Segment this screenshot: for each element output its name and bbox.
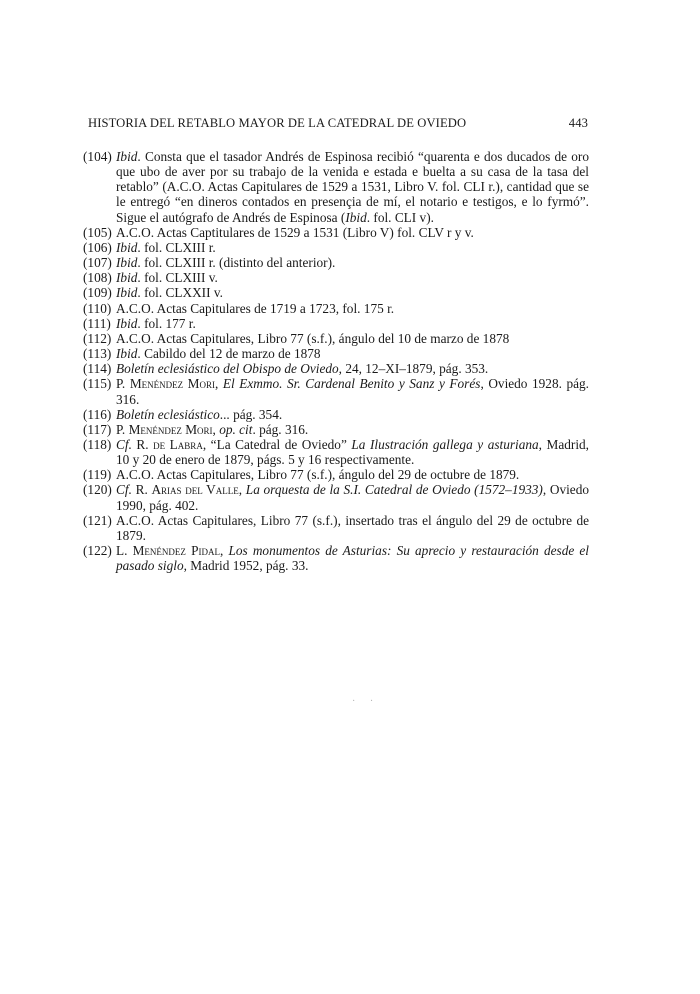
footnote-number: (112) xyxy=(83,330,112,346)
footnote-text: . pág. 316. xyxy=(252,421,309,437)
footnote xyxy=(83,346,589,361)
author-name: Menéndez Pidal xyxy=(132,543,220,559)
footnote-number: (113) xyxy=(83,346,112,362)
italic-title: La orquesta de la S.I. Catedral de Oviedo (1572–1933) xyxy=(245,482,543,498)
footnote-number: (116) xyxy=(83,406,112,422)
footnote-text: . fol. CLXIII r. xyxy=(137,239,216,255)
footnote-text: , Madrid 1952, pág. 33. xyxy=(183,558,309,574)
author-name: Menéndez Mori xyxy=(128,421,213,437)
running-header xyxy=(88,116,588,131)
footnote-text: , 24, 12–XI–1879, pág. 353. xyxy=(338,361,489,377)
footnote xyxy=(83,285,589,300)
footnote xyxy=(83,482,589,512)
footnote-number: (108) xyxy=(83,270,112,286)
footnote xyxy=(83,301,589,316)
footnote-text: . fol. CLXXII v. xyxy=(137,285,223,301)
footnote-text: , xyxy=(212,421,220,437)
footnote xyxy=(83,225,589,240)
author-name: Menéndez Mori xyxy=(129,376,216,392)
footnote xyxy=(83,361,589,376)
footnote-text: A.C.O. Actas Capitulares, Libro 77 (s.f.), ángulo del 10 de marzo de 1878 xyxy=(116,330,510,346)
footnote xyxy=(83,407,589,422)
italic-title: Cf. xyxy=(116,436,132,452)
footnote-number: (107) xyxy=(83,255,112,271)
footnote-text: , Oviedo 1990, pág. 402. xyxy=(116,482,590,513)
footnote-text: , “La Catedral de Oviedo” xyxy=(202,436,352,452)
italic-title: Los monumentos de Asturias: Su aprecio y restauración desde el pasado siglo xyxy=(116,543,589,574)
footnote-number: (109) xyxy=(83,285,112,301)
italic-title: op. cit xyxy=(219,421,253,437)
footnote-text: , Oviedo 1928. pág. 316. xyxy=(116,376,590,407)
footnote-text: , xyxy=(238,482,246,498)
author-name: Arias del Valle xyxy=(151,482,239,498)
footnote-text: . fol. CLXIII v. xyxy=(137,270,218,286)
footnote-text: R. xyxy=(131,482,152,498)
footnote-number: (122) xyxy=(83,543,112,559)
italic-title: Ibid xyxy=(116,346,138,362)
footnote-number: (111) xyxy=(83,315,111,331)
scan-speckles: · · xyxy=(352,696,380,707)
footnote-text: , xyxy=(215,376,223,392)
footnote-text: P. xyxy=(116,421,129,437)
footnote xyxy=(83,316,589,331)
footnote xyxy=(83,422,589,437)
italic-title: Ibid xyxy=(116,270,138,286)
footnote-text: A.C.O. Actas Capitulares, Libro 77 (s.f.), ángulo del 29 de octubre de 1879. xyxy=(116,467,520,483)
footnote-text: L. xyxy=(116,543,133,559)
footnote-text: A.C.O. Actas Capitulares, Libro 77 (s.f.), insertado tras el ángulo del 29 de octubre de 1879. xyxy=(116,512,589,543)
footnote xyxy=(83,255,589,270)
running-title: HISTORIA DEL RETABLO MAYOR DE LA CATEDRAL DE OVIEDO xyxy=(88,116,467,130)
footnote-number: (105) xyxy=(83,224,112,240)
footnote xyxy=(83,270,589,285)
footnote xyxy=(83,467,589,482)
footnote-text: . Cabildo del 12 de marzo de 1878 xyxy=(137,346,321,362)
italic-title: Ibid xyxy=(116,255,138,271)
footnotes-list xyxy=(83,149,589,573)
footnote-number: (104) xyxy=(83,149,112,164)
footnote xyxy=(83,331,589,346)
italic-title: Cf. xyxy=(116,482,132,498)
footnote-number: (110) xyxy=(83,300,112,316)
footnote xyxy=(83,513,589,543)
footnote-text: , xyxy=(219,543,229,559)
italic-title: El Exmmo. Sr. Cardenal Benito y Sanz y Forés xyxy=(222,376,481,392)
footnote-text: . Consta que el tasador Andrés de Espinosa recibió “quarenta e dos ducados de oro que ubo de aver por su trabajo de la venida e estada e buelta a su casa de la tasa del retablo” (A.C.O. Actas Capitulares de 1529 a 1531, Libro V. fol. CLI r.), cantidad que se le entregó “en dineros contados en presençia de mí, el notario e testigos, e lo fyrmó”. Sigue el autógrafo de Andrés de Espinosa ( xyxy=(116,149,589,225)
footnote xyxy=(83,149,589,225)
footnote-number: (119) xyxy=(83,467,112,483)
footnote-number: (121) xyxy=(83,512,112,528)
footnote-text: , Madrid, 10 y 20 de enero de 1879, págs. 5 y 16 respectivamente. xyxy=(116,436,589,468)
italic-title: Boletín eclesiástico del Obispo de Oviedo xyxy=(116,361,339,377)
italic-title: Ibid xyxy=(116,285,138,301)
footnote-text: . fol. CLXIII r. (distinto del anterior). xyxy=(137,255,336,271)
author-name: de Labra xyxy=(153,436,203,452)
footnote-number: (115) xyxy=(83,376,112,392)
footnote xyxy=(83,240,589,255)
italic-title: Ibid xyxy=(116,149,138,164)
footnote-number: (114) xyxy=(83,361,112,377)
page-number: 443 xyxy=(568,116,588,130)
footnote-text: A.C.O. Actas Captitulares de 1529 a 1531 (Libro V) fol. CLV r y v. xyxy=(116,224,474,240)
footnote xyxy=(83,543,589,573)
footnote-number: (120) xyxy=(83,482,112,498)
footnote-text: P. xyxy=(116,376,130,392)
footnote-text: ... pág. 354. xyxy=(219,406,283,422)
footnote-number: (106) xyxy=(83,239,112,255)
italic-title: La Ilustración gallega y asturiana xyxy=(351,436,539,452)
italic-title: Ibid xyxy=(116,315,138,331)
footnote-text: . fol. CLI v). xyxy=(366,209,434,225)
footnote-text: R. xyxy=(131,436,154,452)
italic-title: Ibid xyxy=(345,209,367,225)
footnote xyxy=(83,437,589,467)
footnote xyxy=(83,376,589,406)
footnote-number: (117) xyxy=(83,421,112,437)
italic-title: Boletín eclesiástico xyxy=(116,406,220,422)
footnote-number: (118) xyxy=(83,436,112,452)
footnote-text: A.C.O. Actas Capitulares de 1719 a 1723, fol. 175 r. xyxy=(116,300,395,316)
footnote-text: . fol. 177 r. xyxy=(137,315,196,331)
italic-title: Ibid xyxy=(116,239,138,255)
